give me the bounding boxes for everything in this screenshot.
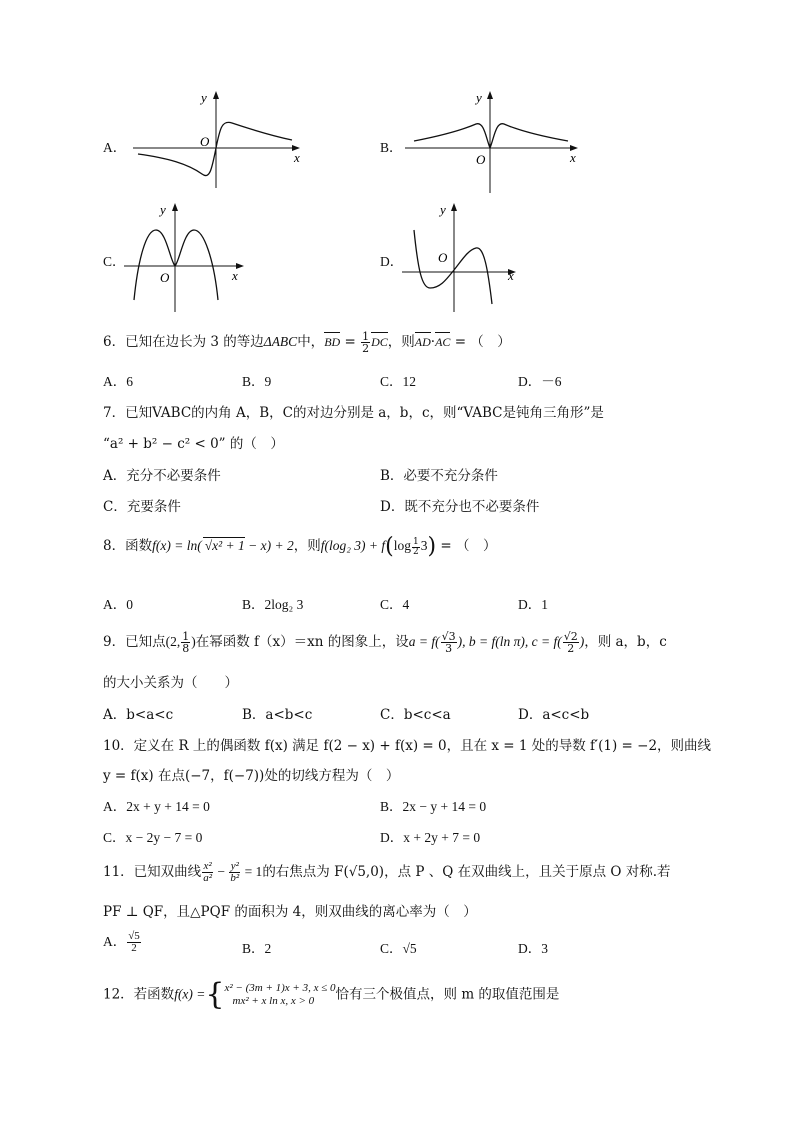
fraction-sqrt3-over-3: $\frac{√3}{3}$	[441, 630, 456, 655]
q9-option-d: D．a<c<b	[518, 707, 590, 723]
graph-b-y-label: y	[476, 90, 482, 105]
vector-dc: DC	[371, 335, 388, 349]
q11-option-d: D．3	[518, 941, 548, 956]
q10-option-a: A．2x + y + 14 = 0	[103, 799, 210, 814]
fraction-x2-over-a2: $\frac{\text{x²}}{\text{a²}}$	[203, 860, 212, 884]
q9-stem: 9．已知点(2, $\frac{1}{8}$ )在幂函数 f（x）＝xn 的图象上，设a = f( $\frac{√3}{3}$ ), b = f(ln π), c = f( $\frac{√2}{2}$ )，则 a，b，c	[103, 630, 667, 655]
q11-stem-line2: PF ⊥ QF，且△PQF 的面积为 4，则双曲线的离心率为（ ）	[103, 904, 477, 920]
graph-c-origin-label: O	[160, 270, 170, 285]
graph-b-origin-label: O	[476, 152, 486, 167]
q8-stem: 8．函数f(x) = ln( √x² + 1 − x) + 2，则f(log₂ 3) + f(log $\frac{1}{2}$ 3) = （ ）	[103, 534, 497, 559]
graph-d	[400, 200, 525, 312]
graph-a	[128, 88, 308, 193]
graph-d-x-label: x	[508, 268, 514, 283]
q10-option-c: C．x − 2y − 7 = 0	[103, 830, 203, 845]
q6-option-d: D．－6	[518, 374, 562, 389]
graph-c	[122, 200, 252, 312]
q9-option-a: A．b<a<c	[103, 707, 174, 723]
fraction-one-eighth: $\frac{1}{8}$	[182, 630, 190, 655]
graph-d-origin-label: O	[438, 250, 448, 265]
q9-option-b: B．a<b<c	[242, 707, 313, 723]
q10-option-b: B．2x − y + 14 = 0	[380, 799, 487, 814]
fraction-half: $\frac{1}{2}$	[362, 330, 370, 355]
q11-stem: 11．已知双曲线 $\frac{\text{x²}}{\text{a²}}$ − $\frac{\text{y²}}{\text{b²}}$ = 1的右焦点为 F(√5,0)，点 P 、Q 在双曲线上，且关于原点 O 对称.若	[103, 860, 671, 884]
log-base-half: $\frac{1}{2}$	[413, 536, 419, 557]
q10-stem-line2: y = f(x) 在点(−7，f(−7))处的切线方程为（ ）	[103, 768, 400, 784]
graph-a-origin-label: O	[200, 134, 210, 149]
graph-c-x-label: x	[232, 268, 238, 283]
piecewise-cases: x² − (3m + 1)x + 3, x ≤ 0 mx² + x ln x, x > 0	[224, 982, 336, 1007]
q8-option-b: B．2log₂ 3	[242, 597, 304, 612]
q9-stem-line2: 的大小关系为（ ）	[103, 675, 238, 691]
q7-stem-line1: 7．已知VABC的内角 A，B，C的对边分别是 a，b，c，则“VABC是钝角三角形”是	[103, 405, 604, 421]
q10-stem-line1: 10．定义在 R 上的偶函数 f(x) 满足 f(2 − x) + f(x) = 0，且在 x = 1 处的导数 f′(1) = −2，则曲线	[103, 738, 712, 754]
vector-bd: BD	[324, 335, 341, 349]
q7-option-b: B．必要不充分条件	[380, 468, 498, 484]
q7-option-d: D．既不充分也不必要条件	[380, 499, 540, 515]
fraction-sqrt2-over-2: $\frac{√2}{2}$	[563, 630, 578, 655]
graph-b-x-label: x	[570, 150, 576, 165]
graph-a-x-label: x	[294, 150, 300, 165]
piecewise-brace: {	[205, 977, 225, 1012]
q7-option-a: A．充分不必要条件	[103, 468, 221, 484]
fraction-y2-over-b2: $\frac{\text{y²}}{\text{b²}}$	[230, 860, 240, 884]
graph-b	[400, 88, 585, 193]
option-c-label: C．	[103, 254, 126, 269]
fraction-sqrt5-over-2: $\frac{√5}{2}$	[128, 930, 140, 955]
graph-c-y-label: y	[160, 202, 166, 217]
graph-a-y-label: y	[201, 90, 207, 105]
q8-option-c: C．4	[380, 597, 410, 612]
vector-ac: AC	[435, 335, 451, 349]
q6-option-c: C．12	[380, 374, 417, 389]
q12-stem: 12．若函数f(x) ={ x² − (3m + 1)x + 3, x ≤ 0 mx² + x ln x, x > 0 恰有三个极值点，则 m 的取值范围是	[103, 977, 560, 1012]
option-b-label: B．	[380, 140, 403, 155]
q9-option-c: C．b<c<a	[380, 707, 451, 723]
graph-d-y-label: y	[440, 202, 446, 217]
q10-option-d: D．x + 2y + 7 = 0	[380, 830, 481, 845]
q8-option-a: A．0	[103, 597, 133, 612]
sqrt-expression: √x² + 1	[204, 538, 245, 553]
option-d-label: D．	[380, 254, 404, 269]
vector-ad: AD	[414, 335, 431, 349]
q11-option-a: A． $\frac{√5}{2}$	[103, 930, 140, 955]
q6-option-b: B．9	[242, 374, 272, 389]
q8-option-d: D．1	[518, 597, 548, 612]
q11-option-c: C．√5	[380, 941, 417, 956]
option-a-label: A．	[103, 140, 127, 155]
q6-option-a: A．6	[103, 374, 133, 389]
q11-option-b: B．2	[242, 941, 272, 956]
q7-stem-line2: “a² + b² − c² < 0” 的（ ）	[103, 436, 284, 452]
q6-stem: 6．已知在边长为 3 的等边ΔABC中，BD = $\frac{1}{2}$ DC，则AD·AC = （ ）	[103, 330, 511, 355]
q7-option-c: C．充要条件	[103, 499, 181, 515]
